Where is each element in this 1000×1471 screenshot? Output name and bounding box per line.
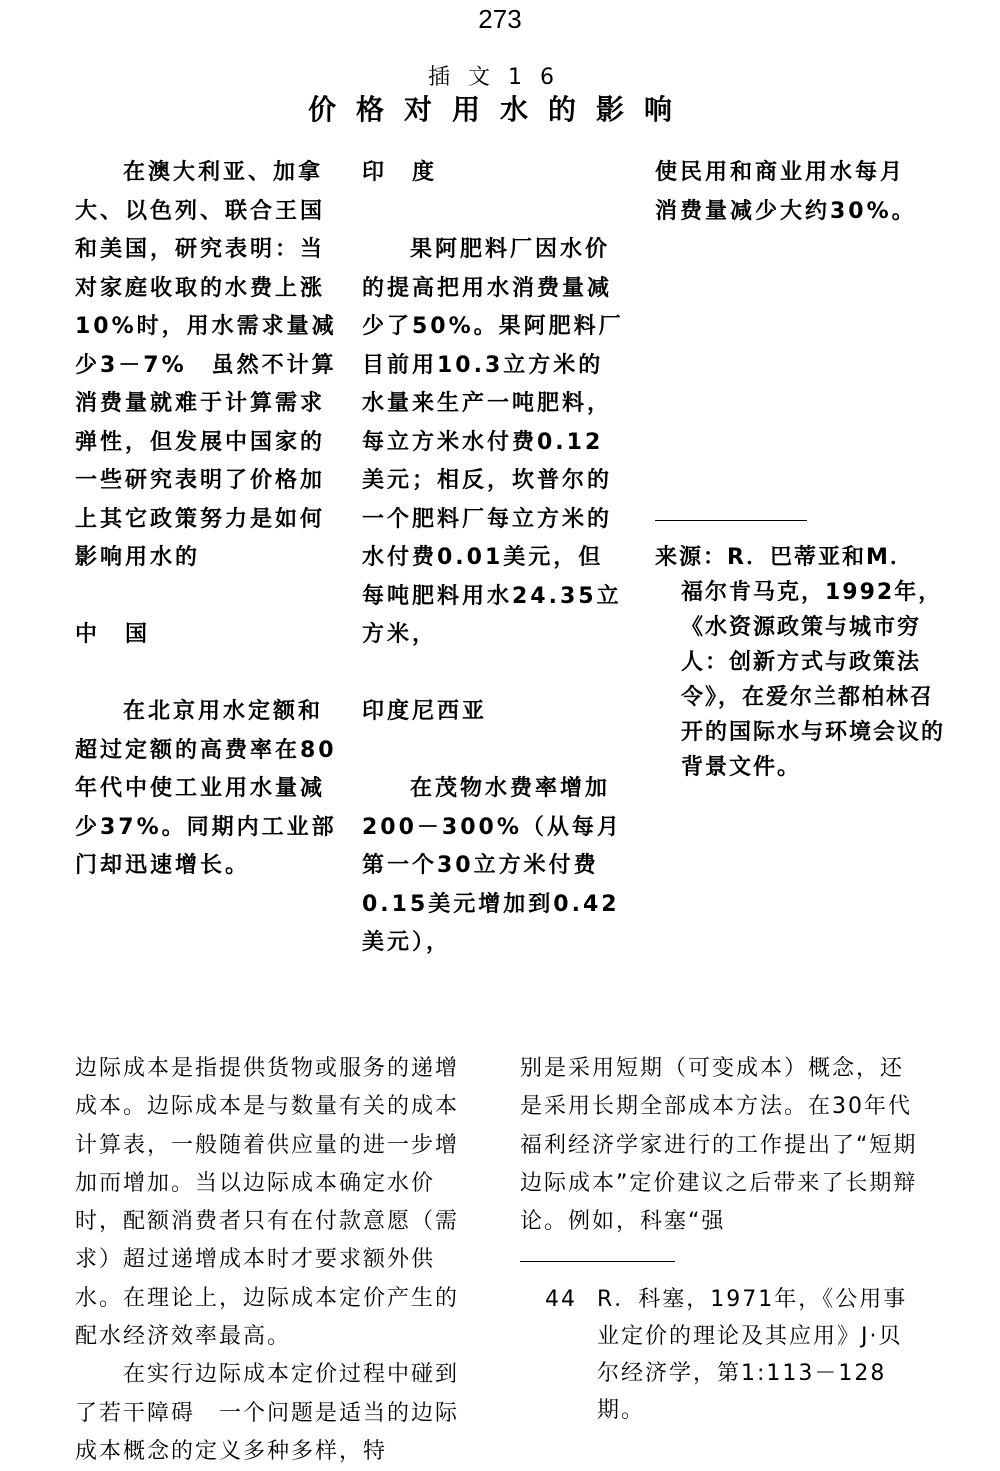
footnote-divider <box>520 1261 675 1262</box>
box-column-2 <box>362 154 627 963</box>
heading-china: 中 国 <box>75 622 151 647</box>
box-label: 插文16 <box>428 65 572 90</box>
indonesia-paragraph: 在茂物水费率增加200－300%（从每月第一个30立方米付费0.15美元增加到0.42美元）， <box>362 776 622 955</box>
china-paragraph: 在北京用水定额和超过定额的高费率在80年代中使工业用水量减少37%。同期内工业部门却迅速增长。 <box>75 699 337 878</box>
main-text-right <box>520 1050 920 1241</box>
source-rest: 福尔肯马克，1992年，《水资源政策与城市穷人：创新方式与政策法令》，在爱尔兰都柏林召开的国际水与环境会议的背景文件。 <box>681 580 946 780</box>
main-paragraph-1: 边际成本是指提供货物或服务的递增成本。边际成本是与数量有关的成本计算表，一般随着供应量的进一步增加而增加。当以边际成本确定水价时，配额消费者只有在付款意愿（需求）超过递增成本时才要求额外供水。在理论上，边际成本定价产生的配水经济效率最高。 <box>75 1056 460 1350</box>
box-column-1 <box>75 154 337 886</box>
box-intro-paragraph: 在澳大利亚、加拿大、以色列、联合王国和美国，研究表明：当对家庭收取的水费上涨10%时，用水需求量减少3－7% 虽然不计算消费量就难于计算需求弹性，但发展中国家的一些研究表明了价格加上其它政策努力是如何影响用水的 <box>75 160 337 570</box>
source-first-line: 来源：R．巴蒂亚和M． <box>655 545 914 570</box>
source-divider <box>655 520 807 521</box>
footnote <box>545 1281 925 1429</box>
indonesia-continued-paragraph: 使民用和商业用水每月消费量减少大约30%。 <box>655 160 917 224</box>
main-paragraph-continued: 别是采用短期（可变成本）概念，还是采用长期全部成本方法。在30年代福利经济学家进行的工作提出了“短期边际成本”定价建议之后带来了长期辩论。例如，科塞“强 <box>520 1056 918 1235</box>
footnote-text: R．科塞，1971年，《公用事业定价的理论及其应用》J·贝尔经济学，第1:113－128期。 <box>597 1287 908 1423</box>
page-number: 273 <box>478 4 522 34</box>
footnote-number: 44 <box>545 1287 577 1312</box>
box-source-note <box>655 540 955 785</box>
main-text-left <box>75 1050 470 1471</box>
india-paragraph: 果阿肥料厂因水价的提高把用水消费量减少了50%。果阿肥料厂目前用10.3立方米的水量来生产一吨肥料，每立方米水付费0.12美元；相反，坎普尔的一个肥料厂每立方米的水付费0.01美元，但每吨肥料用水24.35立方米， <box>362 237 624 647</box>
heading-india: 印 度 <box>362 160 438 185</box>
box-column-3 <box>655 154 920 231</box>
box-title: 价格对用水的影响 <box>307 93 692 126</box>
heading-indonesia: 印度尼西亚 <box>362 699 488 724</box>
main-paragraph-2: 在实行边际成本定价过程中碰到了若干障碍 一个问题是适当的边际成本概念的定义多种多样，特 <box>75 1362 460 1464</box>
